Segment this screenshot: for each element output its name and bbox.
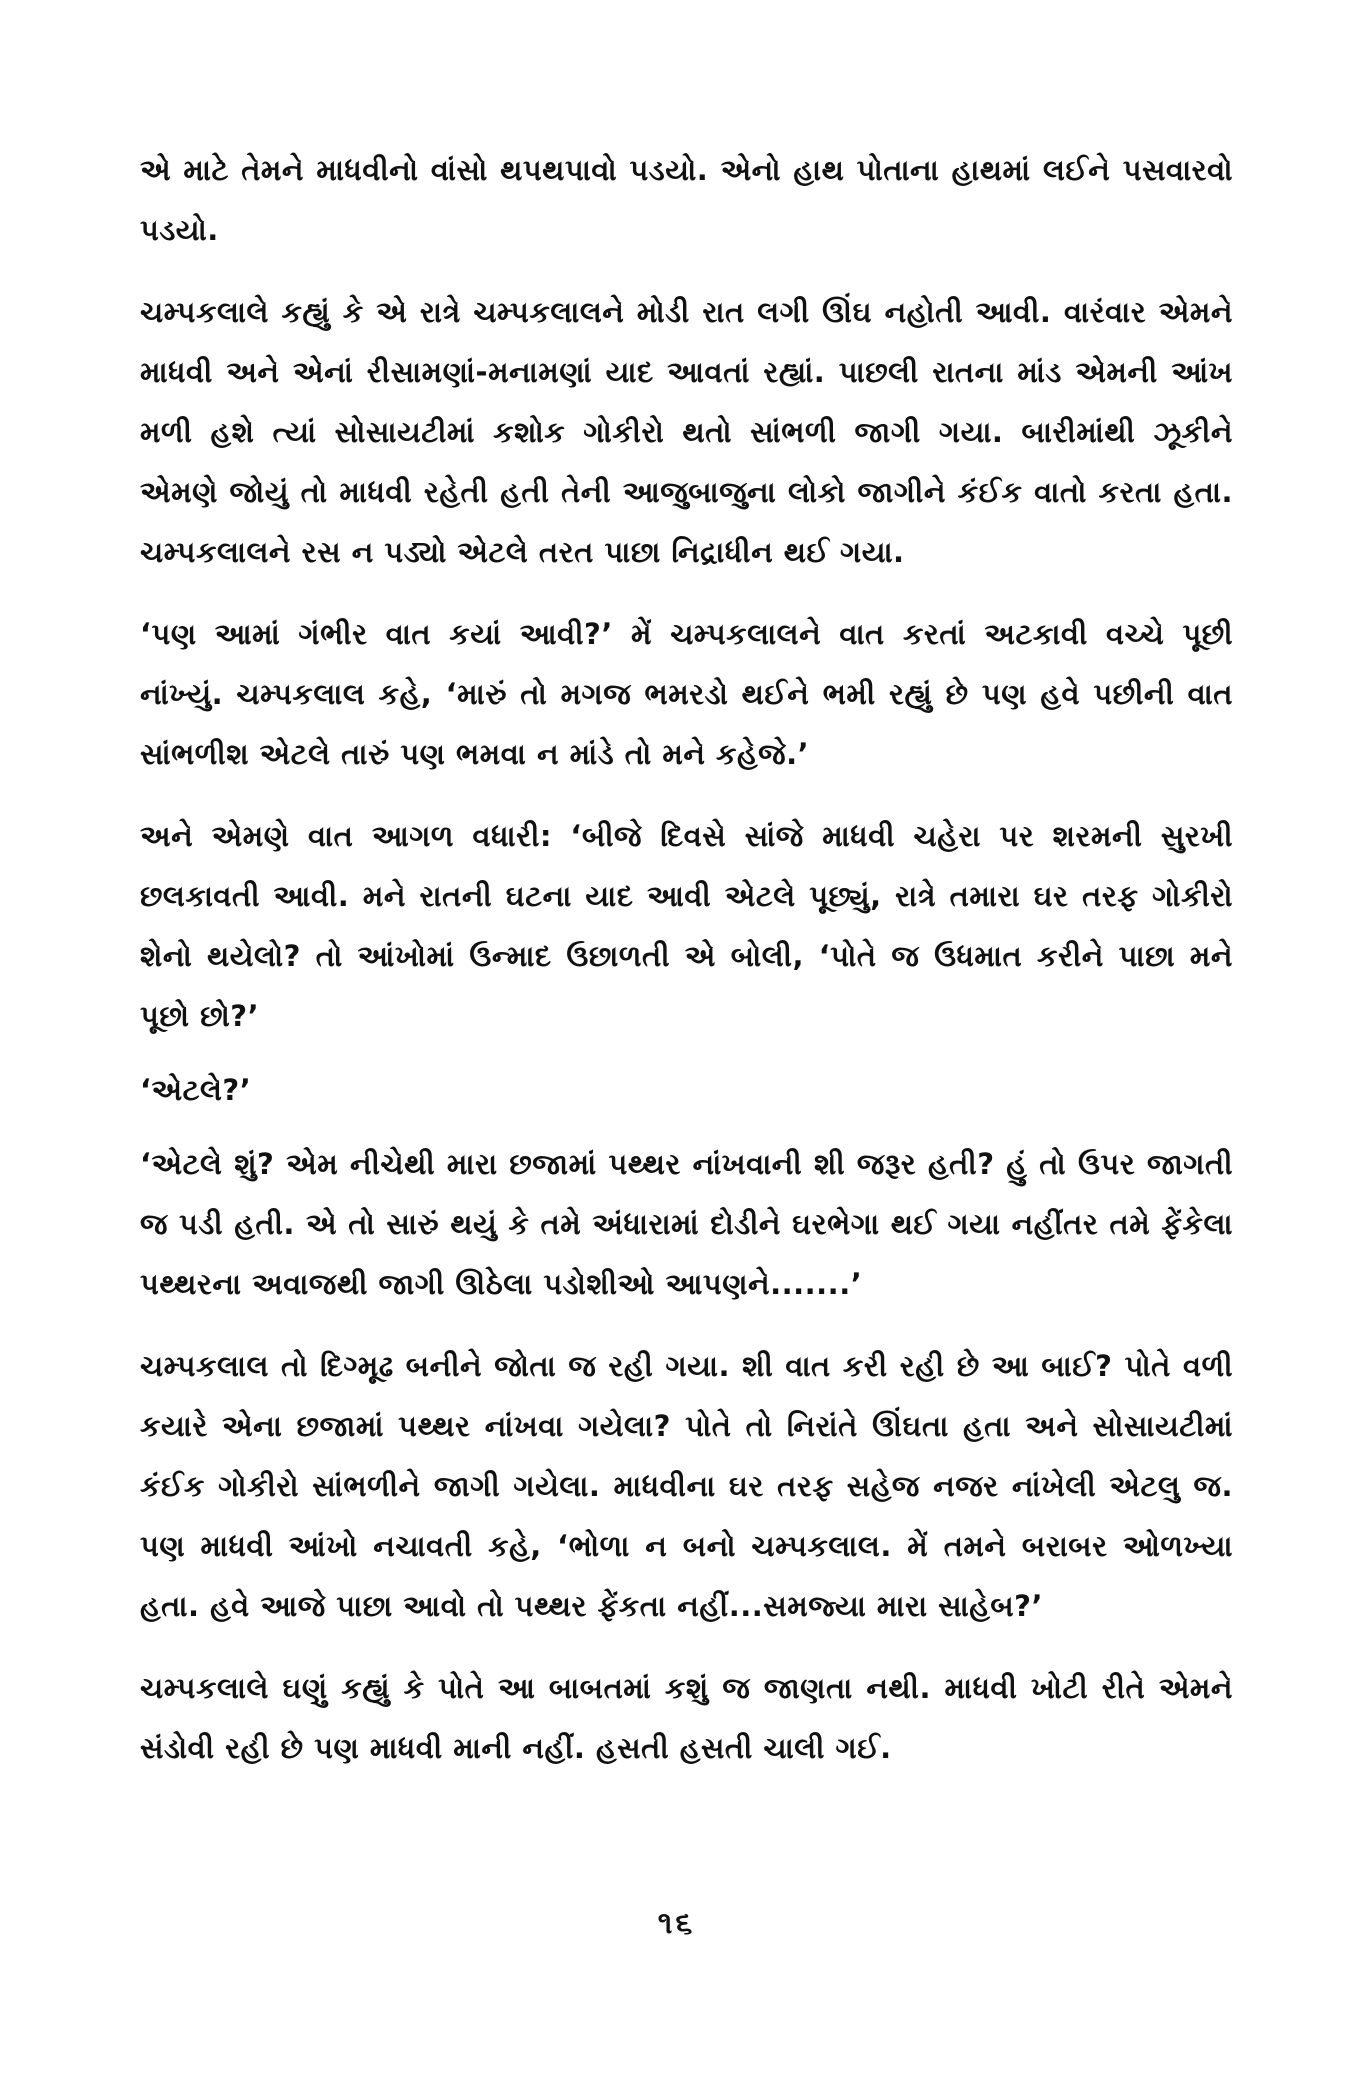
paragraph-1: એ માટે તેમને માધવીનો વાંસો થપથપાવો પડયો. એનો હાથ પોતાના હાથમાં લઈને પસવારવો પડયો. — [140, 153, 1233, 247]
paragraph-3: ‘પણ આમાં ગંભીર વાત કયાં આવી?’ મેં ચમ્પકલાલને વાત કરતાં અટકાવી વચ્ચે પૂછી નાંખ્યું. ચમ્પકલાલ કહે, ‘મારું તો મગજ ભમરડો થઈને ભમી રહ્યું છે પણ હવે પછીની વાત સાંભળીશ એટલે તારું પણ ભમવા ન માંડે તો મને કહેજે.’ — [140, 617, 1233, 771]
paragraph-4: અને એમણે વાત આગળ વધારી: ‘બીજે દિવસે સાંજે માધવી ચહેરા પર શરમની સુરખી છલકાવતી આવી. મને રાતની ઘટના યાદ આવી એટલે પૂછ્યું, રાત્રે તમારા ઘર તરફ ગોકીરો શેનો થયેલો? તો આંખોમાં ઉન્માદ ઉછાળતી એ બોલી, ‘પોતે જ ઉધમાત કરીને પાછા મને પૂછો છો?’ — [140, 819, 1233, 1033]
paragraph-8: ચમ્પકલાલે ઘણું કહ્યું કે પોતે આ બાબતમાં કશું જ જાણતા નથી. માધવી ખોટી રીતે એમને સંડોવી રહી છે પણ માધવી માની નહીં. હસતી હસતી ચાલી ગઈ. — [140, 1671, 1233, 1765]
paragraph-2: ચમ્પકલાલે કહ્યું કે એ રાત્રે ચમ્પકલાલને મોડી રાત લગી ઊંઘ નહોતી આવી. વારંવાર એમને માધવી અને એનાં રીસામણાં-મનામણાં યાદ આવતાં રહ્યાં. પાછલી રાતના માંડ એમની આંખ મળી હશે ત્યાં સોસાયટીમાં કશોક ગોકીરો થતો સાંભળી જાગી ગયા. બારીમાંથી ઝૂકીને એમણે જોયું તો માધવી રહેતી હતી તેની આજુબાજુના લોકો જાગીને કંઈક વાતો કરતા હતા. ચમ્પકલાલને રસ ન પડ્યો એટલે તરત પાછા નિદ્રાધીન થઈ ગયા. — [140, 295, 1233, 569]
page-number: ૧૬ — [657, 1906, 696, 1941]
paragraph-5: ‘એટલે?’ — [140, 1073, 252, 1107]
paragraph-7: ચમ્પકલાલ તો દિગ્મૂઢ બનીને જોતા જ રહી ગયા. શી વાત કરી રહી છે આ બાઈ? પોતે વળી કયારે એના છજામાં પથ્થર નાંખવા ગયેલા? પોતે તો નિરાંતે ઊંઘતા હતા અને સોસાયટીમાં કંઈક ગોકીરો સાંભળીને જાગી ગયેલા. માધવીના ઘર તરફ સહેજ નજર નાંખેલી એટલુ જ. પણ માધવી આંખો નચાવતી કહે, ‘ભોળા ન બનો ચમ્પકલાલ. મેં તમને બરાબર ઓળખ્યા હતા. હવે આજે પાછા આવો તો પથ્થર ફેંકતા નહીં...સમજ્યા મારા સાહેબ?’ — [140, 1349, 1233, 1623]
paragraph-6: ‘એટલે શું? એમ નીચેથી મારા છજામાં પથ્થર નાંખવાની શી જરૂર હતી? હું તો ઉપર જાગતી જ પડી હતી. એ તો સારું થયું કે તમે અંધારામાં દોડીને ઘરભેગા થઈ ગયા નહીંતર તમે ફેંકેલા પથ્થરના અવાજથી જાગી ઊઠેલા પડોશીઓ આપણને.......’ — [140, 1147, 1233, 1301]
